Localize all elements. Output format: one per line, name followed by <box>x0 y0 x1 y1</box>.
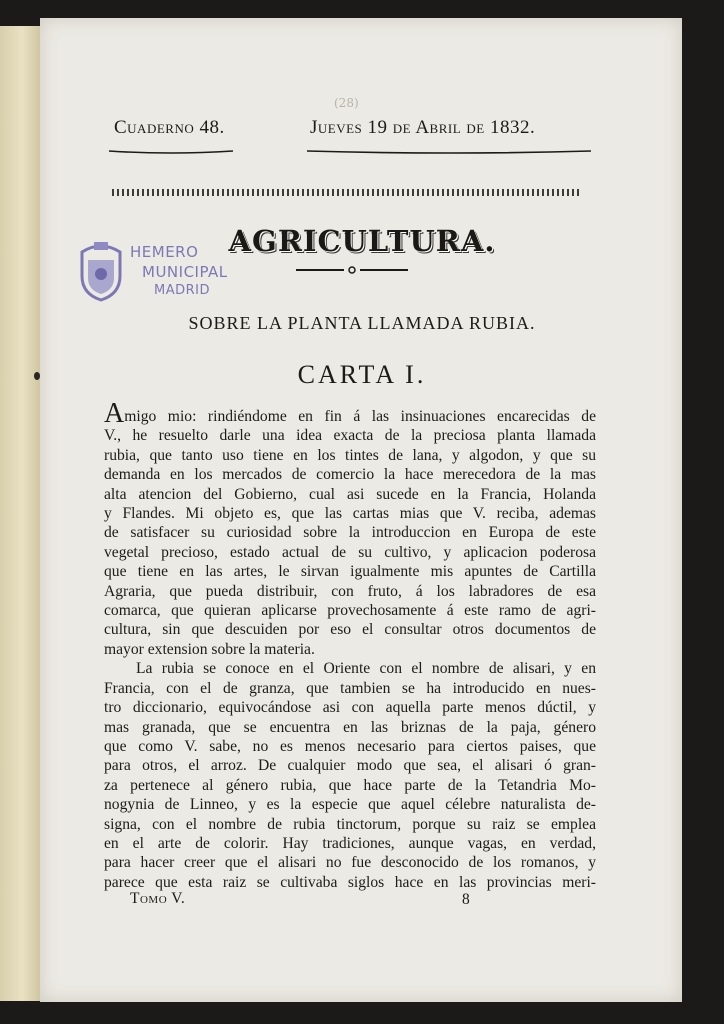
header-swash-right <box>306 148 592 155</box>
body-line: mayor extension sobre la materia. <box>104 640 315 658</box>
book-spine-edge <box>0 26 41 1001</box>
body-line: rubia, que tanto uso tiene en los tintes de lana, y algodon, y que su <box>104 446 596 464</box>
letter-heading: CARTA I. <box>297 360 427 389</box>
article-body <box>104 398 596 892</box>
body-line: signa, con el nombre de rubia tinctorum, porque su raiz se emplea <box>104 815 596 833</box>
body-line: de satisfacer su curiosidad sobre la introduccion en Europa de este <box>104 524 596 542</box>
body-line: alta atencion del Gobierno, cual asi sucede en la Francia, Holanda <box>104 485 596 503</box>
body-line: V., he resuelto darle una idea exacta de la preciosa planta llamada <box>104 427 596 445</box>
body-line: tro diccionario, equivocándose asi con aquella parte menos dúctil, y <box>104 699 596 717</box>
body-line: Amigo mio: rindiéndome en fin á las insinuaciones encarecidas de <box>104 398 596 429</box>
body-line: Francia, con el de granza, que tambien se ha introducido en nues- <box>104 679 596 697</box>
body-line: mas granada, que se encuentra en las briznas de la paja, género <box>104 718 596 736</box>
body-line: parece que esta raiz se cultivaba siglos hace en las provincias meri- <box>104 873 596 891</box>
volume-label: Tomo V. <box>130 890 186 907</box>
body-line: para otros, el arroz. De cualquier modo que sea, el alisari ó gran- <box>104 757 596 775</box>
stamp-text-line: MUNICIPAL <box>142 263 228 281</box>
title-ornament-rule <box>296 266 408 274</box>
body-line: cultura, sin que descuiden por eso el consultar otros documentos de <box>104 621 596 639</box>
body-line: vegetal precioso, estado actual de su cultivo, y aplicacion poderosa <box>104 543 596 561</box>
body-line: para hacer creer que el alisari no fue desconocido de los romanos, y <box>104 854 596 872</box>
section-title: AGRICULTURA. <box>228 224 496 258</box>
body-line: nogynia de Linneo, y es la especie que aquel célebre naturalista de- <box>104 796 596 814</box>
issue-date: Jueves 19 de Abril de 1832. <box>310 117 536 138</box>
body-line: que tiene en las artes, le sirvan igualmente mis apuntes de Cartilla <box>104 563 596 581</box>
body-line: y Flandes. Mi objeto es, que las cartas mias que V. reciba, ademas <box>104 505 596 523</box>
issue-number: Cuaderno 48. <box>114 117 225 138</box>
body-line: en el arte de colorir. Hay tradiciones, aunque vagas, en verdad, <box>104 834 596 852</box>
body-line: que como V. sabe, no es menos necesario para ciertos paises, que <box>104 737 596 755</box>
body-line: comarca, que quieran aplicarse provechosamente á este ramo de agri- <box>104 602 596 620</box>
page-header <box>108 117 592 167</box>
body-line: Agraria, que pueda distribuir, con fruto, á los labradores de esa <box>104 582 596 600</box>
body-line: za pertenece al género rubia, que hace parte de la Tetandria Mo- <box>104 776 596 794</box>
body-line: La rubia se conoce en el Oriente con el nombre de alisari, y en <box>136 660 596 678</box>
body-line: demanda en los mercados de comercio la hace merecedora de la mas <box>104 466 596 484</box>
stamp-text-line: HEMERO <box>130 243 199 261</box>
drop-cap: A <box>104 398 125 429</box>
header-swash-left <box>108 148 234 155</box>
stamp-text-line: MADRID <box>154 283 210 298</box>
signature-mark: 8 <box>462 891 470 908</box>
article-subtitle: SOBRE LA PLANTA LLAMADA RUBIA. <box>188 313 536 333</box>
bleed-through-page-number: (28) <box>334 96 359 110</box>
